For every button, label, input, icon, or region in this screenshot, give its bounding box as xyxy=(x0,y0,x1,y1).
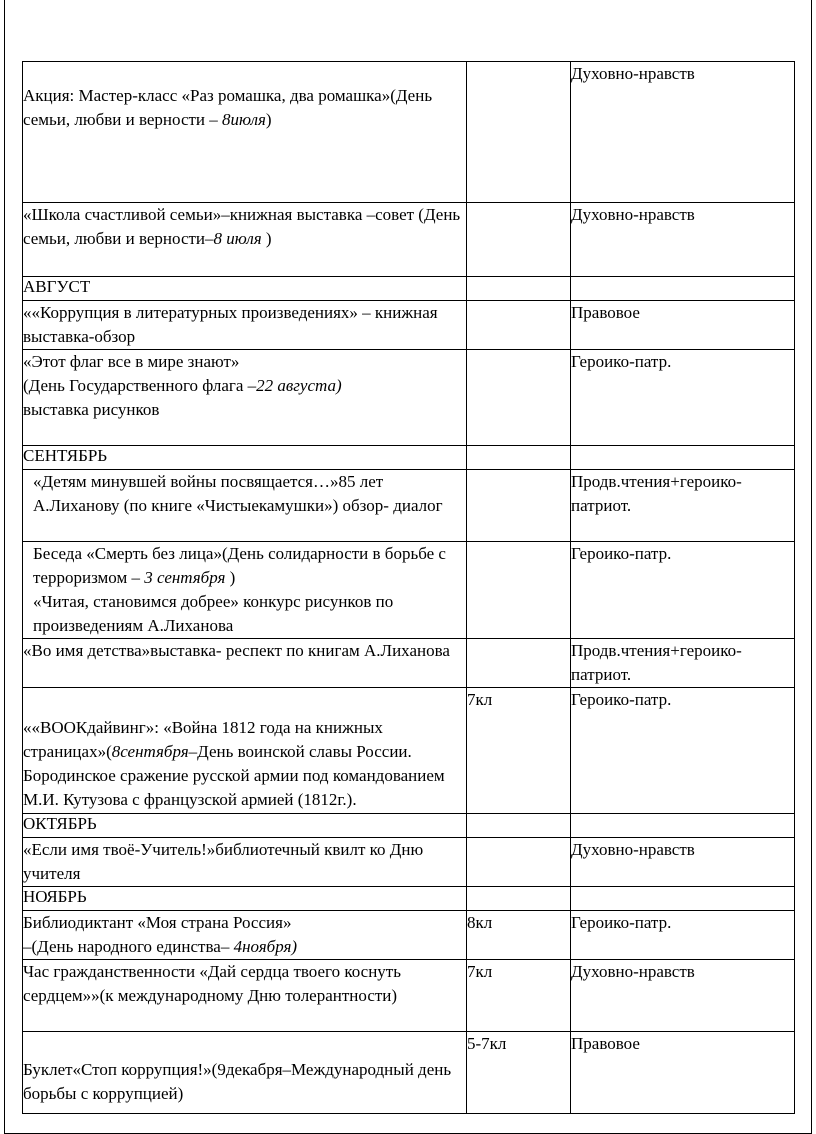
empty-cell xyxy=(467,446,571,470)
audience-cell: 7кл xyxy=(467,688,571,814)
table-row xyxy=(23,301,795,350)
table-row xyxy=(23,1032,795,1114)
audience-cell xyxy=(467,838,571,887)
table-row xyxy=(23,639,795,688)
direction-cell: Героико-патр. xyxy=(571,688,795,814)
event-text-part: Библиодиктант «Моя страна Россия» xyxy=(23,913,292,932)
event-cell xyxy=(23,203,467,277)
direction-cell: Героико-патр. xyxy=(571,350,795,446)
event-line xyxy=(23,374,466,398)
events-table xyxy=(22,61,795,1114)
table-row xyxy=(23,542,795,639)
event-cell xyxy=(23,838,467,887)
event-text-part: «Во имя детства»выставка- респект по книгам А.Лиханова xyxy=(23,641,450,660)
event-text-part: День воинской славы России. Бородинское сражение русской армии под командованием М.И. Кутузова с французской армией (1812г.). xyxy=(23,742,445,809)
empty-cell xyxy=(467,887,571,911)
empty-cell xyxy=(571,277,795,301)
event-cell xyxy=(23,960,467,1032)
empty-cell xyxy=(467,814,571,838)
event-text-part: ) xyxy=(225,568,236,587)
audience-cell: 8кл xyxy=(467,911,571,960)
event-text-part: «Школа счастливой семьи»–книжная выставка –совет (День семьи, любви и верности– xyxy=(23,205,461,248)
direction-cell: Продв.чтения+героико-патриот. xyxy=(571,470,795,542)
event-text-part: Беседа «Смерть без лица»(День солидарности в борьбе с терроризмом – xyxy=(33,544,446,587)
table-row xyxy=(23,62,795,203)
event-text-part: Час гражданственности «Дай сердца твоего коснуть сердцем»»(к международному Дню толерантности) xyxy=(23,962,401,1005)
event-cell xyxy=(23,911,467,960)
table-row xyxy=(23,688,795,814)
event-text-part: ««ВООКдайвинг»: «Война 1812 года на книжных страницах»( xyxy=(23,718,383,761)
event-cell xyxy=(23,542,467,639)
event-cell xyxy=(23,301,467,350)
audience-cell xyxy=(467,62,571,203)
month-row xyxy=(23,814,795,838)
empty-cell xyxy=(571,446,795,470)
event-text-part: 8сентября– xyxy=(111,742,198,761)
month-label: НОЯБРЬ xyxy=(23,887,467,911)
month-label: СЕНТЯБРЬ xyxy=(23,446,467,470)
event-text-part: ««Коррупция в литературных произведениях» – книжная выставка-обзор xyxy=(23,303,438,346)
direction-cell: Духовно-нравств xyxy=(571,62,795,203)
month-row xyxy=(23,887,795,911)
audience-cell xyxy=(467,542,571,639)
table-row xyxy=(23,203,795,277)
event-text-part: Акция: Мастер-класс «Раз ромашка, два ромашка»(День семьи, любви и верности – xyxy=(23,86,433,129)
audience-cell xyxy=(467,350,571,446)
event-text-part: Буклет«Стоп коррупция!»(9декабря–Международный день борьбы с коррупцией) xyxy=(23,1060,452,1103)
event-line xyxy=(33,590,466,638)
empty-cell xyxy=(571,887,795,911)
table-row xyxy=(23,350,795,446)
event-cell xyxy=(23,688,467,814)
empty-cell xyxy=(467,277,571,301)
event-cell xyxy=(23,62,467,203)
month-row xyxy=(23,277,795,301)
event-text-part: 3 сентября xyxy=(144,568,226,587)
audience-cell: 5-7кл xyxy=(467,1032,571,1114)
event-text-part: 8июля xyxy=(222,110,266,129)
month-label: АВГУСТ xyxy=(23,277,467,301)
event-cell xyxy=(23,1032,467,1114)
audience-cell: 7кл xyxy=(467,960,571,1032)
event-text-part: «Этот флаг все в мире знают» xyxy=(23,352,240,371)
direction-cell: Героико-патр. xyxy=(571,911,795,960)
direction-cell: Духовно-нравств xyxy=(571,203,795,277)
event-cell xyxy=(23,350,467,446)
direction-cell: Духовно-нравств xyxy=(571,960,795,1032)
empty-cell xyxy=(571,814,795,838)
audience-cell xyxy=(467,301,571,350)
audience-cell xyxy=(467,203,571,277)
event-text-part: 8 июля xyxy=(213,229,262,248)
event-text-part: (День Государственного флага xyxy=(23,376,248,395)
table-row xyxy=(23,960,795,1032)
table-row xyxy=(23,470,795,542)
event-line xyxy=(23,911,466,935)
event-text-part: –(День народного единства xyxy=(23,937,221,956)
table-row xyxy=(23,911,795,960)
event-text-part: – 4ноября) xyxy=(220,937,298,956)
month-row xyxy=(23,446,795,470)
event-cell xyxy=(23,639,467,688)
event-line xyxy=(23,350,466,374)
event-text-part: «Читая, становимся добрее» конкурс рисунков по произведениям А.Лиханова xyxy=(33,592,394,635)
event-line xyxy=(33,542,466,590)
event-text-part: «Детям минувшей войны посвящается…»85 лет А.Лиханову (по книге «Чистыекамушки») обзор- диалог xyxy=(33,472,443,515)
audience-cell xyxy=(467,470,571,542)
direction-cell: Правовое xyxy=(571,301,795,350)
table-row xyxy=(23,838,795,887)
event-text-part: ) xyxy=(265,110,272,129)
direction-cell: Духовно-нравств xyxy=(571,838,795,887)
month-label: ОКТЯБРЬ xyxy=(23,814,467,838)
event-line xyxy=(23,935,466,959)
event-text-part: ) xyxy=(261,229,272,248)
direction-cell: Правовое xyxy=(571,1032,795,1114)
event-text-part: –22 августа) xyxy=(247,376,342,395)
event-line xyxy=(23,398,466,422)
audience-cell xyxy=(467,639,571,688)
event-cell xyxy=(23,470,467,542)
direction-cell: Продв.чтения+героико-патриот. xyxy=(571,639,795,688)
event-text-part: выставка рисунков xyxy=(23,400,160,419)
event-text-part: «Если имя твоё-Учитель!»библиотечный квилт ко Дню учителя xyxy=(23,840,424,883)
direction-cell: Героико-патр. xyxy=(571,542,795,639)
